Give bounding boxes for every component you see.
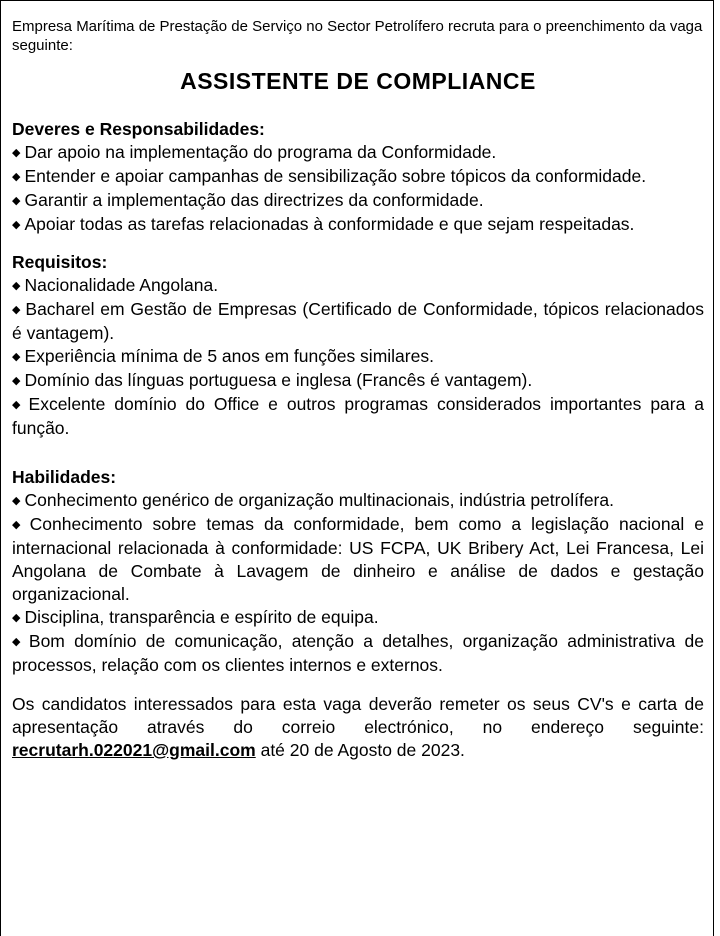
diamond-bullet-icon: ◆ xyxy=(12,171,21,183)
diamond-bullet-icon: ◆ xyxy=(12,147,21,159)
section-requirements xyxy=(12,251,704,440)
list-item: ◆ Bom domínio de comunicação, atenção a detalhes, organização administrativa de processos, relação com os clientes internos e externos. xyxy=(12,631,704,675)
list-item: ◆ Conhecimento genérico de organização multinacionais, indústria petrolífera. xyxy=(12,490,614,510)
email-link[interactable]: recrutarh.022021@gmail.com xyxy=(12,740,256,760)
list-item: ◆ Nacionalidade Angolana. xyxy=(12,275,219,295)
list-item: ◆ Disciplina, transparência e espírito de equipa. xyxy=(12,607,379,627)
diamond-bullet-icon: ◆ xyxy=(12,519,26,531)
list-item: ◆ Garantir a implementação das directrizes da conformidade. xyxy=(12,190,484,210)
closing-deadline: até 20 de Agosto de 2023. xyxy=(255,740,465,760)
diamond-bullet-icon: ◆ xyxy=(12,399,25,411)
section-heading: Deveres e Responsabilidades: xyxy=(12,119,265,139)
diamond-bullet-icon: ◆ xyxy=(12,219,21,231)
diamond-bullet-icon: ◆ xyxy=(12,375,21,387)
diamond-bullet-icon: ◆ xyxy=(12,280,21,292)
list-item: ◆ Experiência mínima de 5 anos em funções similares. xyxy=(12,346,434,366)
list-item: ◆ Domínio das línguas portuguesa e inglesa (Francês é vantagem). xyxy=(12,370,533,390)
intro-text: Empresa Marítima de Prestação de Serviço no Sector Petrolífero recruta para o preenchimento da vaga seguinte: xyxy=(12,18,703,54)
list-item: ◆ Conhecimento sobre temas da conformidade, bem como a legislação nacional e internacional relacionada à conformidade: US FCPA, UK Bribery Act, Lei Francesa, Lei Angolana de Combate à Lavagem de dinheiro e análise de dados e gestação organizacional. xyxy=(12,514,704,604)
section-heading: Requisitos: xyxy=(12,252,108,272)
diamond-bullet-icon: ◆ xyxy=(12,636,25,648)
diamond-bullet-icon: ◆ xyxy=(12,351,21,363)
job-ad xyxy=(12,17,704,762)
job-title: ASSISTENTE DE COMPLIANCE xyxy=(180,68,536,94)
list-item: ◆ Entender e apoiar campanhas de sensibilização sobre tópicos da conformidade. xyxy=(12,166,647,186)
list-item: ◆ Dar apoio na implementação do programa da Conformidade. xyxy=(12,142,497,162)
diamond-bullet-icon: ◆ xyxy=(12,195,21,207)
list-item: ◆ Excelente domínio do Office e outros programas considerados importantes para a função. xyxy=(12,394,705,438)
diamond-bullet-icon: ◆ xyxy=(12,612,21,624)
section-duties xyxy=(12,118,704,237)
diamond-bullet-icon: ◆ xyxy=(12,495,21,507)
section-heading: Habilidades: xyxy=(12,467,117,487)
closing-paragraph xyxy=(12,693,704,762)
section-skills xyxy=(12,466,704,677)
diamond-bullet-icon: ◆ xyxy=(12,304,22,316)
list-item: ◆ Apoiar todas as tarefas relacionadas à conformidade e que sejam respeitadas. xyxy=(12,214,635,234)
closing-text: Os candidatos interessados para esta vaga deverão remeter os seus CV's e carta de apresentação através do correio electrónico, no endereço seguinte: xyxy=(12,694,704,737)
list-item: ◆ Bacharel em Gestão de Empresas (Certificado de Conformidade, tópicos relacionados é vantagem). xyxy=(12,299,704,343)
